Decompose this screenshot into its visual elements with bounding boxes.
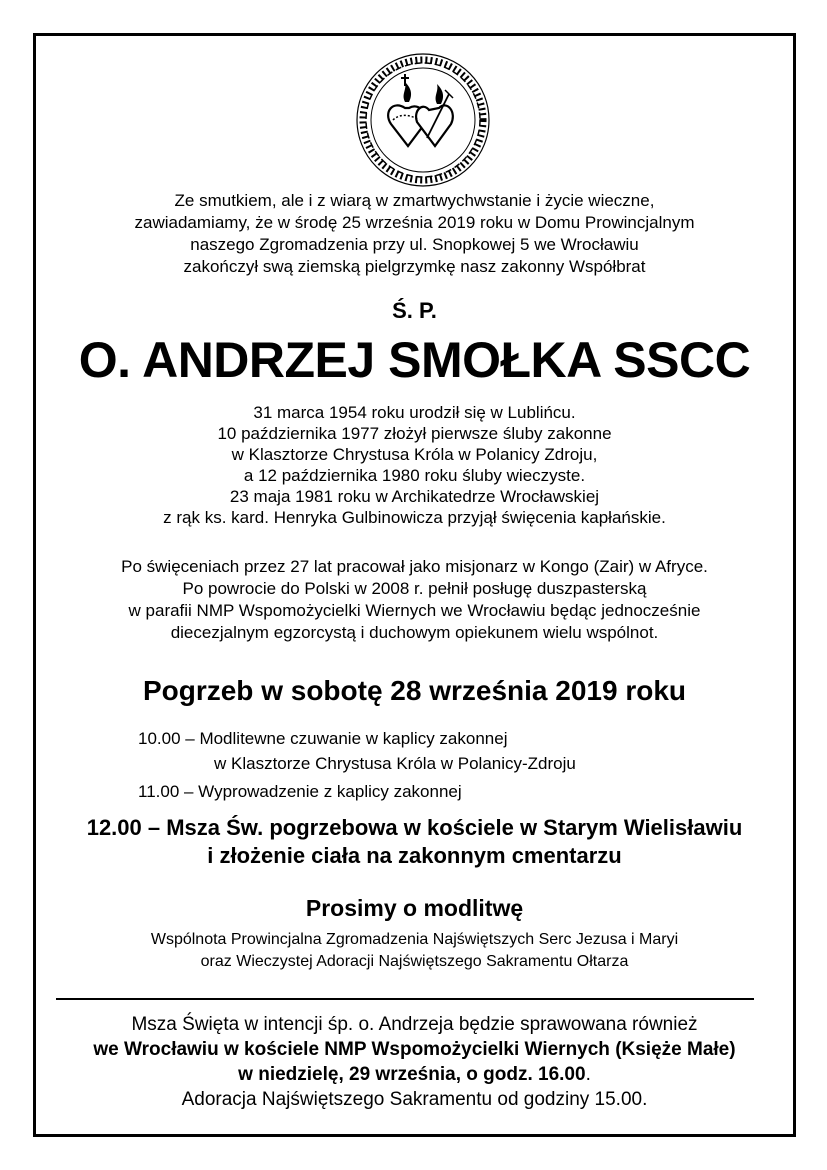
sacred-hearts-emblem-icon <box>353 50 493 190</box>
funeral-mass-line: 12.00 – Msza Św. pogrzebowa w kościele w Starym Wielisławiu <box>86 815 743 840</box>
intro-line: zakończył swą ziemską pielgrzymkę nasz zakonny Współbrat <box>183 257 646 276</box>
biography-line: 23 maja 1981 roku w Archikatedrze Wrocławskiej <box>229 487 600 506</box>
biography-line: a 12 października 1980 roku śluby wieczyste. <box>243 466 586 485</box>
schedule-item-procession: 11.00 – Wyprowadzenie z kaplicy zakonnej <box>138 782 462 801</box>
additional-mass-line: Msza Święta w intencji śp. o. Andrzeja będzie sprawowana również <box>131 1014 698 1035</box>
biography-line: z rąk ks. kard. Henryka Gulbinowicza przyjął święcenia kapłańskie. <box>163 508 666 527</box>
sp-prefix: Ś. P. <box>392 298 437 323</box>
additional-mass-time-end: . <box>585 1064 591 1085</box>
schedule-item-vigil-location: w Klasztorze Chrystusa Króla w Polanicy-Zdroju <box>214 754 576 773</box>
community-line: oraz Wieczystej Adoracji Najświętszego Sakramentu Ołtarza <box>200 953 629 970</box>
deceased-name: O. ANDRZEJ SMOŁKA SSCC <box>78 332 751 388</box>
additional-mass-notice <box>36 1012 793 1112</box>
biography <box>36 402 793 528</box>
funeral-mass-line: i złożenie ciała na zakonnym cmentarzu <box>207 843 622 868</box>
mission-line: w parafii NMP Wspomożycielki Wiernych we Wrocławiu będąc jednocześnie <box>128 601 701 620</box>
biography-line: 10 października 1977 złożył pierwsze śluby zakonne <box>217 424 612 443</box>
intro-line: Ze smutkiem, ale i z wiarą w zmartwychwstanie i życie wieczne, <box>174 191 655 210</box>
community-signature <box>36 929 793 973</box>
biography-line: 31 marca 1954 roku urodził się w Lublińcu. <box>253 403 576 422</box>
divider <box>56 998 754 1000</box>
schedule-item-vigil: 10.00 – Modlitewne czuwanie w kaplicy zakonnej <box>138 729 508 748</box>
biography-line: w Klasztorze Chrystusa Króla w Polanicy Zdroju, <box>231 445 598 464</box>
adoration-line: Adoracja Najświętszego Sakramentu od godziny 15.00. <box>181 1089 648 1110</box>
mission-text <box>36 556 793 644</box>
intro-line: naszego Zgromadzenia przy ul. Snopkowej 5 we Wrocławiu <box>190 235 639 254</box>
intro-line: zawiadamiamy, że w środę 25 września 2019 roku w Domu Prowincjalnym <box>134 213 695 232</box>
additional-mass-location: we Wrocławiu w kościele NMP Wspomożycielki Wiernych (Księże Małe) <box>93 1039 736 1060</box>
intro-text <box>36 190 793 278</box>
additional-mass-time: w niedzielę, 29 września, o godz. 16.00 <box>238 1064 586 1085</box>
community-line: Wspólnota Prowincjalna Zgromadzenia Najświętszych Serc Jezusa i Maryi <box>150 931 679 948</box>
additional-mass-time-line <box>36 1062 793 1087</box>
funeral-heading: Pogrzeb w sobotę 28 września 2019 roku <box>142 675 687 706</box>
mission-line: diecezjalnym egzorcystą i duchowym opiekunem wielu wspólnot. <box>170 623 659 642</box>
mission-line: Po powrocie do Polski w 2008 r. pełnił posługę duszpasterską <box>182 579 647 598</box>
prayer-heading: Prosimy o modlitwę <box>305 895 524 921</box>
mission-line: Po święceniach przez 27 lat pracował jako misjonarz w Kongo (Zair) w Afryce. <box>121 557 708 576</box>
funeral-mass <box>36 814 793 870</box>
